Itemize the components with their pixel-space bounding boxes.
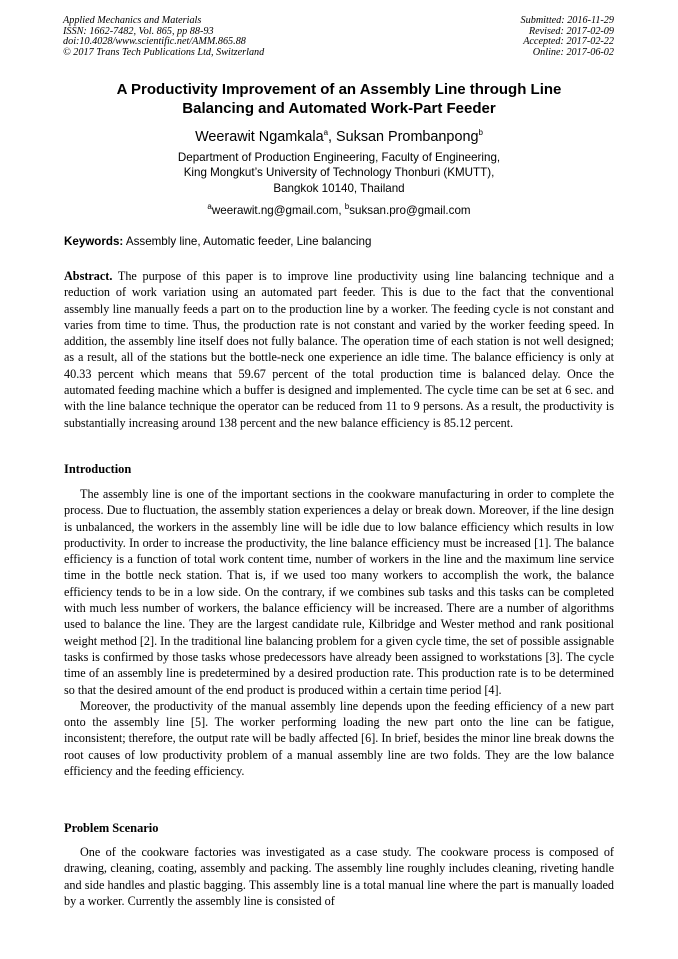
affiliation-line-3: Bangkok 10140, Thailand: [273, 181, 405, 195]
issn-volume: ISSN: 1662-7482, Vol. 865, pp 88-93: [63, 25, 214, 37]
authors: [64, 124, 614, 146]
introduction-paragraph-2: Moreover, the productivity of the manual assembly line depends upon the feeding efficiency of a new part onto the assembly line [5]. The worker performing loading the new part onto the line can be fatigue, inconsistent; therefore, the output rate will be badly affected [6]. In brief, besides the minor line break downs the root causes of low productivity problem of a manual assembly line are two folds. They are the low balance efficiency and the feeding efficiency.: [64, 698, 614, 779]
emails: [64, 199, 614, 218]
header-left: [63, 16, 264, 58]
revised-date: Revised: 2017-02-09: [528, 25, 614, 37]
email-b-mark: b: [344, 202, 350, 211]
abstract-text: The purpose of this paper is to improve line productivity using line balancing technique and a reduction of work variation using an automated part feeder. This is due to the fact that the conventional assembly line manually feeds a part on to the production line by a worker. The feeding cycle is not constant and varies from time to time. Thus, the production rate is not constant and varied by the worker feeding speed. In addition, the assembly line itself does not fully balance. The operation time of each station is not well designed; as a result, all of the stations but the bottle-neck one experience an idle time. The balance efficiency is only at 40.33 percent which means that 59.67 percent of the total production time is balanced delay. Once the automated feeding machine which a buffer is designed and implemented. The cycle time can be set at 6 sec. and with the line balance technique the operator can be reduced from 11 to 9 persons. As a result, the productivity is substantially increasing around 138 percent and the new balance efficiency is 85.12 percent.: [64, 269, 614, 430]
introduction-paragraph-1: The assembly line is one of the important sections in the cookware manufacturing in order to complete the process. Due to fluctuation, the assembly station experiences a delay or break down. Moreover, if the line design is unbalanced, the workers in the assembly line will be idle due to low balance efficiency which results in low productivity. In order to increase the productivity, the line balance efficiency must be increased [1]. The balance efficiency is a function of total work content time, number of workers in the line and the maximum line service time in the bottle neck station. That is, if we used too many workers to accomplish the work, the balance efficiency tends to be in a low side. On the contrary, if we combines sub tasks and this tasks can be completed with much less number of workers, the balance efficiency will be increased. There are a number of algorithms used to balance the line. They are the largest candidate rule, Kilbridge and Wester method and rank positional weight method [2]. In the traditional line balancing problem for a given cycle time, the set of possible assignable tasks is confirmed by those tasks whose predecessors have already been assigned to workstations [3]. The cycle time of an assembly line is predetermined by a desired production rate. This production rate is to be determined so that the desired amount of the end product is produced within a certain time period [4].: [64, 487, 614, 697]
online-date: Online: 2017-06-02: [532, 46, 614, 58]
journal-name: Applied Mechanics and Materials: [63, 15, 202, 26]
author-2-mark: b: [478, 128, 483, 137]
affiliation-line-2: King Mongkut’s University of Technology Thonburi (KMUTT),: [183, 166, 495, 180]
abstract: [64, 268, 614, 431]
author-1-mark: a: [323, 128, 329, 137]
paper-title: [64, 81, 614, 118]
author-1: Weerawit Ngamkala: [195, 128, 324, 145]
copyright: © 2017 Trans Tech Publications Ltd, Switzerland: [63, 46, 265, 58]
introduction-section: [64, 486, 614, 779]
keywords-label: Keywords:: [64, 235, 124, 248]
introduction-heading: Introduction: [64, 462, 132, 476]
author-2: Suksan Prombanpong: [336, 128, 479, 145]
keywords-text: Assembly line, Automatic feeder, Line balancing: [123, 235, 372, 248]
accepted-date: Accepted: 2017-02-22: [523, 36, 614, 48]
author-separator: ,: [328, 128, 337, 145]
email-a[interactable]: weerawit.ng@gmail.com,: [211, 203, 342, 217]
email-a-mark: a: [207, 202, 212, 211]
submitted-date: Submitted: 2016-11-29: [520, 15, 614, 26]
keywords: [64, 234, 614, 249]
problem-paragraph-1: One of the cookware factories was investigated as a case study. The cookware process is composed of drawing, cleaning, coating, assembly and packing. The assembly line roughly includes cleaning, riveting handle and side handles and plastic bagging. This assembly line is a total manual line where the part is manually loaded by a worker. Currently the assembly line is consisted of: [64, 845, 614, 908]
title-line-2: Balancing and Automated Work-Part Feeder: [182, 99, 496, 117]
affiliation-line-1: Department of Production Engineering, Faculty of Engineering,: [177, 151, 501, 164]
header-right: [521, 16, 614, 58]
doi: doi:10.4028/www.scientific.net/AMM.865.88: [63, 36, 246, 48]
email-b[interactable]: suksan.pro@gmail.com: [349, 203, 471, 217]
title-line-1: A Productivity Improvement of an Assembly Line through Line: [116, 81, 562, 98]
problem-scenario-section: [64, 844, 614, 909]
problem-scenario-heading: Problem Scenario: [64, 821, 159, 835]
abstract-label: Abstract.: [64, 269, 113, 283]
affiliation: [64, 150, 614, 196]
